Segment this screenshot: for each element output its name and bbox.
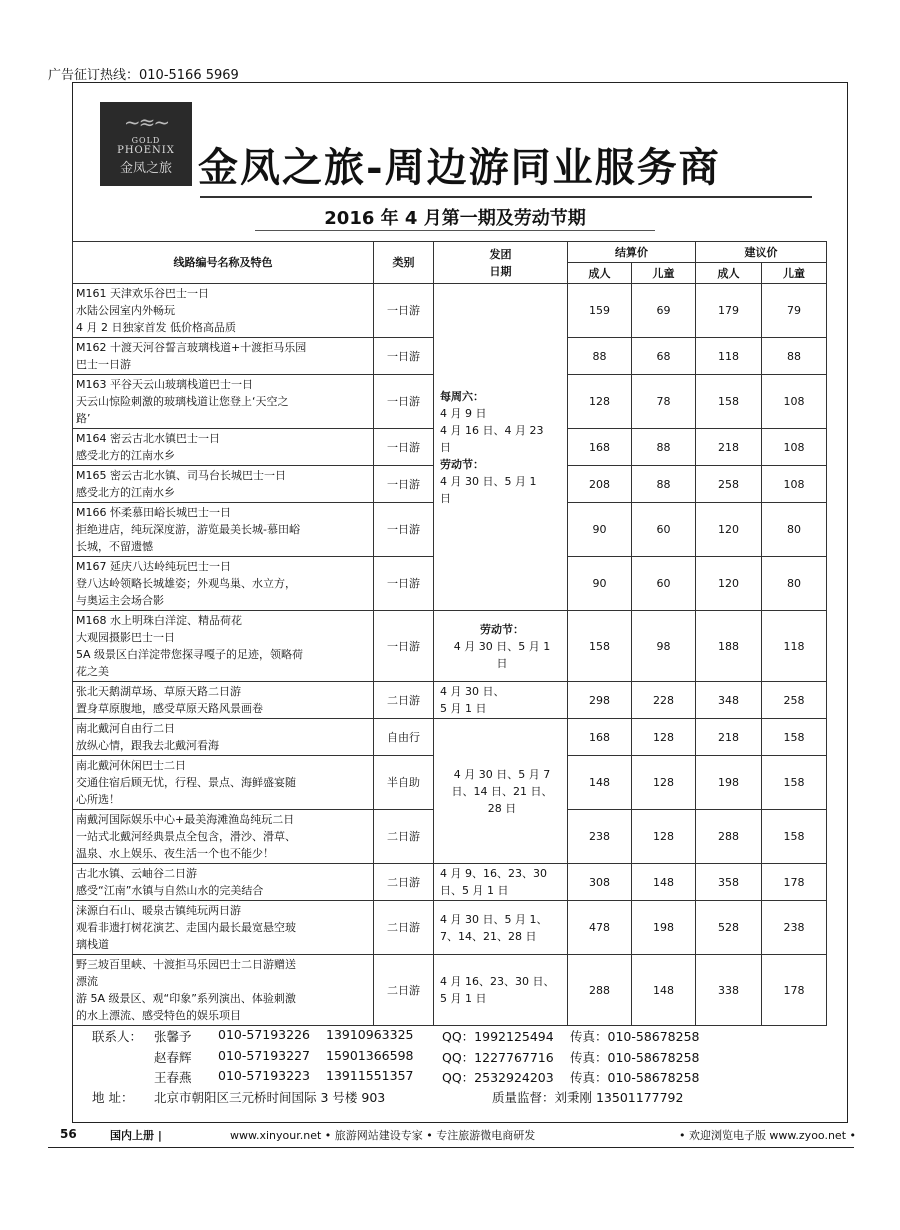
price-suggest-adult-cell: 179 xyxy=(696,284,762,338)
price-settle-adult-cell: 158 xyxy=(568,611,632,682)
departure-date-line: 日 xyxy=(440,440,451,454)
contact-tel: 010-57193226 xyxy=(218,1027,310,1042)
price-settle-adult-cell: 238 xyxy=(568,810,632,864)
price-suggest-adult-cell: 120 xyxy=(696,503,762,557)
table-row xyxy=(73,284,827,338)
price-suggest-adult-cell: 198 xyxy=(696,756,762,810)
price-settle-adult-cell: 208 xyxy=(568,466,632,503)
address-value: 北京市朝阳区三元桥时间国际 3 号楼 903 xyxy=(154,1090,386,1105)
route-name-line: 5A 级景区白洋淀带您探寻嘎子的足迹，领略荷 xyxy=(76,648,304,661)
price-settle-adult-cell: 90 xyxy=(568,503,632,557)
departure-date-line: 日 xyxy=(496,656,508,670)
contact-qq: QQ：1227767716 xyxy=(442,1050,554,1065)
departure-date-line: 日 xyxy=(440,491,451,505)
departure-date-line: 日、5 月 1 日 xyxy=(440,884,509,897)
route-name-line: 与奥运主会场合影 xyxy=(76,594,164,607)
route-price-table xyxy=(72,241,827,1026)
departure-date-cell xyxy=(434,955,568,1026)
price-suggest-child-cell: 108 xyxy=(762,429,827,466)
route-category-cell: 二日游 xyxy=(374,864,434,901)
price-settle-child-cell: 128 xyxy=(632,719,696,756)
table-row xyxy=(73,864,827,901)
contact-name: 张馨予 xyxy=(154,1029,192,1044)
contact-fax: 传真：010-58678258 xyxy=(570,1029,700,1044)
route-name-cell xyxy=(73,466,374,503)
price-settle-adult-cell: 148 xyxy=(568,756,632,810)
route-category-cell: 一日游 xyxy=(374,375,434,429)
price-suggest-child-cell: 80 xyxy=(762,503,827,557)
departure-date-line: 5 月 1 日 xyxy=(440,702,487,715)
contact-label: 联系人： xyxy=(92,1029,143,1044)
price-settle-adult-cell: 168 xyxy=(568,719,632,756)
route-name-line: 拒绝进店，纯玩深度游，游览最美长城-慕田峪 xyxy=(76,523,300,536)
route-name-line: 张北天鹅湖草场、草原天路二日游 xyxy=(76,685,241,698)
departure-date-line: 日、14 日、21 日、 xyxy=(451,784,553,798)
issue-subtitle: 2016 年 4 月第一期及劳动节期 xyxy=(324,208,586,229)
header-settle-adult: 成人 xyxy=(568,263,632,284)
price-settle-child-cell: 148 xyxy=(632,864,696,901)
price-settle-adult-cell: 298 xyxy=(568,682,632,719)
route-name-cell xyxy=(73,557,374,611)
price-suggest-child-cell: 108 xyxy=(762,375,827,429)
contact-fax: 传真：010-58678258 xyxy=(570,1070,700,1085)
price-suggest-adult-cell: 118 xyxy=(696,338,762,375)
price-suggest-adult-cell: 188 xyxy=(696,611,762,682)
quality-supervision: 质量监督：刘秉刚 13501177792 xyxy=(492,1090,684,1105)
route-name-line: 漂流 xyxy=(76,975,98,988)
contact-tel: 010-57193227 xyxy=(218,1048,310,1063)
contact-mobile: 15901366598 xyxy=(326,1048,414,1063)
route-name-line: 感受北方的江南水乡 xyxy=(76,486,175,499)
header-suggest-child: 儿童 xyxy=(762,263,827,284)
contact-fax: 传真：010-58678258 xyxy=(570,1050,700,1065)
price-suggest-adult-cell: 338 xyxy=(696,955,762,1026)
departure-date-line: 28 日 xyxy=(487,801,517,815)
departure-date-line: 4 月 30 日、5 月 1 xyxy=(440,474,537,488)
price-settle-adult-cell: 90 xyxy=(568,557,632,611)
price-settle-child-cell: 69 xyxy=(632,284,696,338)
price-settle-adult-cell: 159 xyxy=(568,284,632,338)
header-settle-child: 儿童 xyxy=(632,263,696,284)
table-row xyxy=(73,955,827,1026)
price-suggest-child-cell: 79 xyxy=(762,284,827,338)
route-name-line: 的水上漂流、感受特色的娱乐项目 xyxy=(76,1009,241,1022)
logo-text-cn: 金凤之旅 xyxy=(119,161,172,176)
price-settle-child-cell: 88 xyxy=(632,466,696,503)
route-name-line: 南北戴河自由行二日 xyxy=(76,722,175,735)
table-row xyxy=(73,719,827,756)
route-name-cell xyxy=(73,375,374,429)
phoenix-icon: ~≈~ xyxy=(123,110,169,134)
contact-qq: QQ：1992125494 xyxy=(442,1029,554,1044)
price-suggest-child-cell: 80 xyxy=(762,557,827,611)
table-row xyxy=(73,682,827,719)
header-suggest-price: 建议价 xyxy=(696,242,827,263)
route-name-line: 4 月 2 日独家首发 低价格高品质 xyxy=(76,321,236,334)
route-name-line: 水陆公园室内外畅玩 xyxy=(76,304,175,317)
departure-date-line: 4 月 30 日、5 月 1、 xyxy=(440,912,548,926)
route-name-line: 涞源白石山、暖泉古镇纯玩两日游 xyxy=(76,904,241,917)
contact-name: 王春燕 xyxy=(154,1070,192,1085)
route-name-line: 感受“江南”水镇与自然山水的完美结合 xyxy=(76,884,264,897)
price-settle-child-cell: 60 xyxy=(632,503,696,557)
footer-slogan: www.xinyour.net • 旅游网站建设专家 • 专注旅游微电商研发 xyxy=(230,1129,536,1142)
departure-date-line: 4 月 16、23、30 日、 xyxy=(440,975,555,988)
route-category-cell: 一日游 xyxy=(374,611,434,682)
route-name-cell xyxy=(73,810,374,864)
route-name-cell xyxy=(73,503,374,557)
price-suggest-adult-cell: 218 xyxy=(696,719,762,756)
route-name-line: 天云山惊险刺激的玻璃栈道让您登上‘天空之 xyxy=(76,395,289,408)
price-suggest-adult-cell: 120 xyxy=(696,557,762,611)
route-category-cell: 一日游 xyxy=(374,557,434,611)
route-name-cell xyxy=(73,682,374,719)
price-suggest-adult-cell: 218 xyxy=(696,429,762,466)
price-settle-child-cell: 98 xyxy=(632,611,696,682)
route-name-line: M168 水上明珠白洋淀、精品荷花 xyxy=(76,614,242,627)
contact-mobile: 13910963325 xyxy=(326,1027,414,1042)
route-name-cell xyxy=(73,955,374,1026)
route-category-cell: 一日游 xyxy=(374,429,434,466)
price-settle-child-cell: 68 xyxy=(632,338,696,375)
route-name-line: 心所选！ xyxy=(76,793,120,806)
route-name-line: 璃栈道 xyxy=(76,938,109,951)
route-name-line: 野三坡百里峡、十渡拒马乐园巴士二日游赠送 xyxy=(76,958,296,971)
price-settle-child-cell: 198 xyxy=(632,901,696,955)
header-route-name: 线路编号名称及特色 xyxy=(73,242,374,284)
departure-date-cell xyxy=(434,682,568,719)
route-name-line: M166 怀柔慕田峪长城巴士一日 xyxy=(76,506,231,519)
route-category-cell: 二日游 xyxy=(374,901,434,955)
contact-mobile: 13911551357 xyxy=(326,1068,414,1083)
departure-date-cell xyxy=(434,901,568,955)
route-name-line: 路’ xyxy=(76,412,91,425)
section-label: 国内上册 | xyxy=(110,1129,162,1142)
price-suggest-child-cell: 238 xyxy=(762,901,827,955)
route-rows xyxy=(73,284,827,1026)
price-settle-adult-cell: 128 xyxy=(568,375,632,429)
logo-text-phoenix: PHOENIX xyxy=(117,145,175,156)
price-suggest-child-cell: 118 xyxy=(762,611,827,682)
route-name-cell xyxy=(73,901,374,955)
route-name-line: M164 密云古北水镇巴士一日 xyxy=(76,432,220,445)
price-settle-child-cell: 128 xyxy=(632,756,696,810)
header-suggest-adult: 成人 xyxy=(696,263,762,284)
route-category-cell: 一日游 xyxy=(374,466,434,503)
table-row xyxy=(73,611,827,682)
price-settle-child-cell: 148 xyxy=(632,955,696,1026)
departure-date-line: 4 月 30 日、5 月 7 xyxy=(453,767,551,781)
route-name-line: 交通住宿后顾无忧，行程、景点、海鲜盛宴随 xyxy=(76,776,296,789)
price-settle-adult-cell: 478 xyxy=(568,901,632,955)
price-suggest-adult-cell: 528 xyxy=(696,901,762,955)
route-name-cell xyxy=(73,864,374,901)
price-suggest-child-cell: 108 xyxy=(762,466,827,503)
header-category: 类别 xyxy=(374,242,434,284)
route-name-line: 感受北方的江南水乡 xyxy=(76,449,175,462)
route-category-cell: 半自助 xyxy=(374,756,434,810)
table-row xyxy=(73,901,827,955)
route-name-line: 花之美 xyxy=(76,665,109,678)
departure-date-line: 4 月 30 日、5 月 1 xyxy=(453,639,551,653)
departure-date-line: 4 月 9、16、23、30 xyxy=(440,867,547,880)
price-suggest-child-cell: 158 xyxy=(762,810,827,864)
contact-tel: 010-57193223 xyxy=(218,1068,310,1083)
price-suggest-child-cell: 178 xyxy=(762,864,827,901)
route-name-line: 观看非遗打树花演艺、走国内最长最宽悬空玻 xyxy=(76,921,296,934)
route-name-line: 温泉、水上娱乐、夜生活一个也不能少！ xyxy=(76,847,274,860)
price-suggest-child-cell: 158 xyxy=(762,756,827,810)
price-settle-child-cell: 88 xyxy=(632,429,696,466)
departure-date-line: 7、14、21、28 日 xyxy=(440,929,537,943)
departure-date-line: 每周六： xyxy=(440,389,484,403)
departure-date-line: 4 月 16 日、4 月 23 xyxy=(440,423,544,437)
route-name-line: M162 十渡天河谷誓言玻璃栈道+十渡拒马乐园 xyxy=(76,341,307,354)
price-suggest-adult-cell: 158 xyxy=(696,375,762,429)
price-settle-adult-cell: 168 xyxy=(568,429,632,466)
route-name-cell xyxy=(73,611,374,682)
route-category-cell: 一日游 xyxy=(374,284,434,338)
logo-text-gold: GOLD xyxy=(131,136,161,145)
footer-divider xyxy=(48,1147,854,1148)
address-label: 地 址： xyxy=(92,1090,134,1105)
price-suggest-adult-cell: 258 xyxy=(696,466,762,503)
price-settle-child-cell: 128 xyxy=(632,810,696,864)
departure-date-line: 5 月 1 日 xyxy=(440,992,487,1005)
price-settle-child-cell: 228 xyxy=(632,682,696,719)
contact-name: 赵春辉 xyxy=(154,1050,192,1065)
route-name-cell xyxy=(73,756,374,810)
price-settle-child-cell: 60 xyxy=(632,557,696,611)
contact-qq: QQ：2532924203 xyxy=(442,1070,554,1085)
price-suggest-child-cell: 88 xyxy=(762,338,827,375)
departure-date-line: 劳动节： xyxy=(440,457,484,471)
route-name-cell xyxy=(73,429,374,466)
departure-date-cell xyxy=(434,719,568,864)
route-name-line: M165 密云古北水镇、司马台长城巴士一日 xyxy=(76,469,286,482)
route-name-line: 古北水镇、云岫谷二日游 xyxy=(76,867,197,880)
price-suggest-child-cell: 178 xyxy=(762,955,827,1026)
route-name-cell xyxy=(73,338,374,375)
route-name-line: 南北戴河休闲巴士二日 xyxy=(76,759,186,772)
route-category-cell: 自由行 xyxy=(374,719,434,756)
route-name-cell xyxy=(73,719,374,756)
route-name-line: 置身草原腹地，感受草原天路风景画卷 xyxy=(76,702,263,715)
route-category-cell: 一日游 xyxy=(374,503,434,557)
price-suggest-adult-cell: 348 xyxy=(696,682,762,719)
price-settle-adult-cell: 308 xyxy=(568,864,632,901)
footer-ebook-link: • 欢迎浏览电子版 www.zyoo.net • xyxy=(678,1129,856,1142)
route-category-cell: 一日游 xyxy=(374,338,434,375)
header-departure-date: 发团 日期 xyxy=(434,242,568,284)
price-settle-adult-cell: 88 xyxy=(568,338,632,375)
route-name-line: 巴士一日游 xyxy=(76,358,131,371)
route-name-cell xyxy=(73,284,374,338)
route-name-line: 南戴河国际娱乐中心+最美海滩渔岛纯玩二日 xyxy=(76,813,295,826)
price-settle-child-cell: 78 xyxy=(632,375,696,429)
price-suggest-child-cell: 158 xyxy=(762,719,827,756)
route-name-line: 大观园摄影巴士一日 xyxy=(76,631,175,644)
departure-date-cell xyxy=(434,284,568,611)
departure-date-line: 4 月 9 日 xyxy=(440,406,487,420)
departure-date-line: 4 月 30 日、 xyxy=(440,685,505,698)
route-category-cell: 二日游 xyxy=(374,955,434,1026)
departure-date-line: 劳动节： xyxy=(480,622,524,636)
route-name-line: 游 5A 级景区、观“印象”系列演出、体验刺激 xyxy=(76,992,296,1005)
route-category-cell: 二日游 xyxy=(374,810,434,864)
route-name-line: M167 延庆八达岭纯玩巴士一日 xyxy=(76,560,231,573)
route-name-line: M161 天津欢乐谷巴士一日 xyxy=(76,287,209,300)
price-suggest-adult-cell: 358 xyxy=(696,864,762,901)
page-number: 56 xyxy=(60,1127,77,1141)
gold-phoenix-logo xyxy=(100,102,192,186)
price-suggest-adult-cell: 288 xyxy=(696,810,762,864)
ad-hotline: 广告征订热线：010-5166 5969 xyxy=(48,68,239,83)
brand-title: 金凤之旅-周边游同业服务商 xyxy=(198,144,721,191)
price-settle-adult-cell: 288 xyxy=(568,955,632,1026)
departure-date-cell xyxy=(434,864,568,901)
header-settle-price: 结算价 xyxy=(568,242,696,263)
departure-date-cell xyxy=(434,611,568,682)
route-category-cell: 二日游 xyxy=(374,682,434,719)
route-name-line: 登八达岭领略长城雄姿；外观鸟巢、水立方， xyxy=(76,577,296,590)
route-name-line: 一站式北戴河经典景点全包含，滑沙、滑草、 xyxy=(76,830,296,843)
price-suggest-child-cell: 258 xyxy=(762,682,827,719)
route-name-line: M163 平谷天云山玻璃栈道巴士一日 xyxy=(76,378,253,391)
route-name-line: 放纵心情，跟我去北戴河看海 xyxy=(76,739,219,752)
route-name-line: 长城，不留遗憾 xyxy=(76,540,153,553)
title-divider xyxy=(200,196,812,198)
subtitle-divider xyxy=(255,230,655,231)
